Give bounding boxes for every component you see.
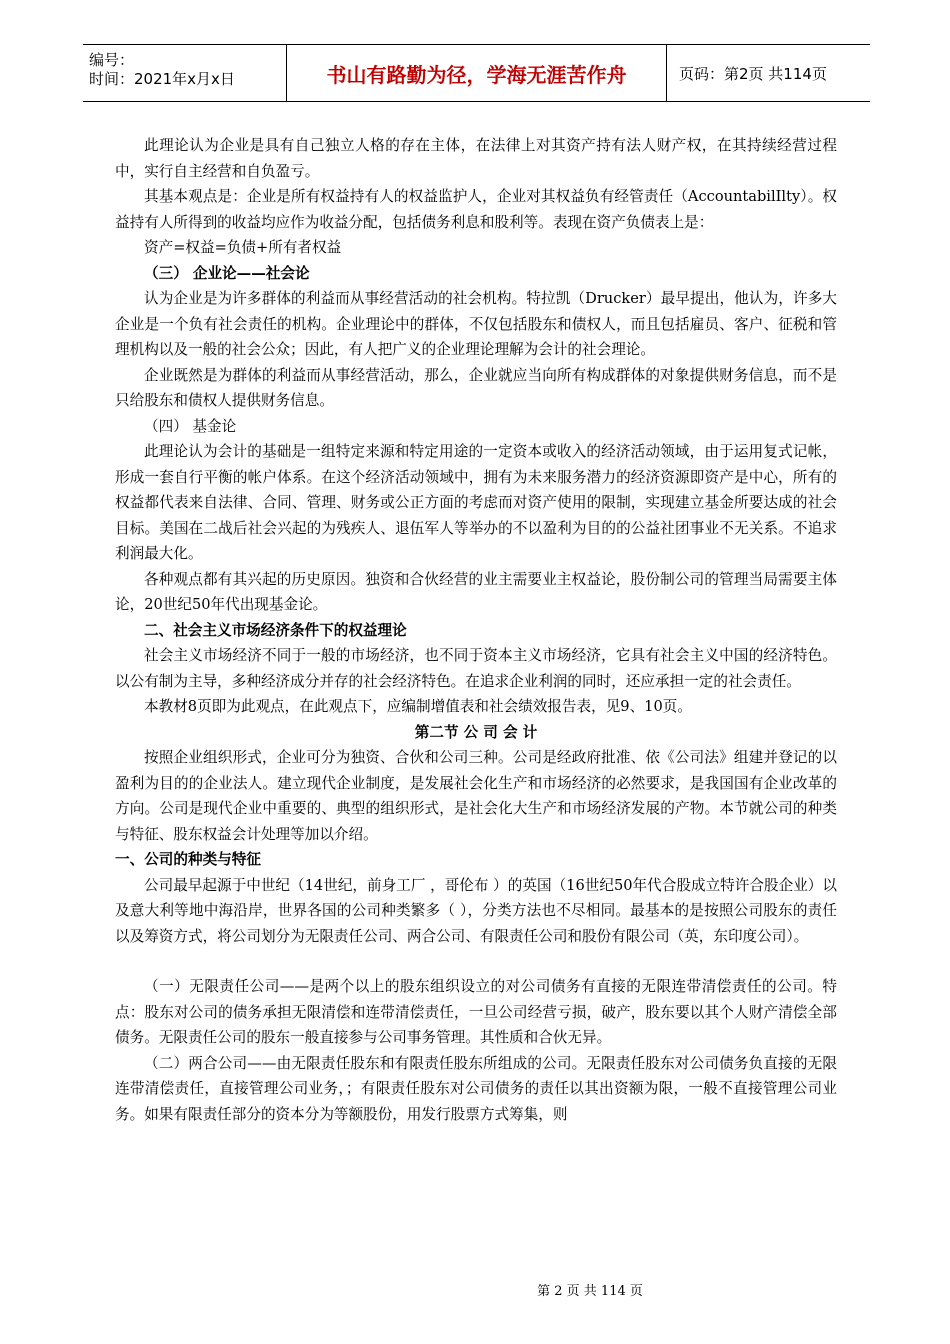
paragraph: （二）两合公司——由无限责任股东和有限责任股东所组成的公司。无限责任股东对公司债务负直接的无限连带清偿责任，直接管理公司业务，；有限责任股东对公司债务的责任以其出资额为限，一般不直接管理公司业务。如果有限责任部分的资本分为等额股份，用发行股票方式筹集，则 (115, 1054, 837, 1123)
paragraph: 按照企业组织形式，企业可分为独资、合伙和公司三种。公司是经政府批准、依《公司法》组建并登记的以盈利为目的的企业法人。建立现代企业制度，是发展社会化生产和市场经济的必然要求，是我国国有企业改革的方向。公司是现代企业中重要的、典型的组织形式，是社会化大生产和市场经济发展的产物。本节就公司的种类与特征、股东权益会计处理等加以介绍。 (115, 749, 837, 843)
number-label: 编号： (89, 51, 135, 69)
paragraph: 资产=权益=负债+所有者权益 (144, 239, 342, 256)
section-heading: （三） 企业论——社会论 (144, 264, 310, 282)
section-heading: 二、社会主义市场经济条件下的权益理论 (144, 621, 407, 639)
paragraph: 此理论认为会计的基础是一组特定来源和特定用途的一定资本或收入的经济活动领域，由于运用复式记帐，形成一套自行平衡的帐户体系。在这个经济活动领域中，拥有为未来服务潜力的经济资源即资产是中心，所有的权益都代表来自法律、合同、管理、财务或公正方面的考虑而对资产使用的限制，实现建立基金所要达成的社会目标。美国在二战后社会兴起的为残疾人、退伍军人等举办的不以盈利为目的的公益社团事业不无关系。不追求利润最大化。 (115, 443, 837, 562)
paragraph: 社会主义市场经济不同于一般的市场经济，也不同于资本主义市场经济，它具有社会主义中国的经济特色。以公有制为主导，多种经济成分并存的社会经济特色。在追求企业利润的同时，还应承担一定的社会责任。 (115, 647, 837, 690)
chapter-heading: 第二节 公 司 会 计 (414, 723, 538, 741)
blank-line (115, 949, 837, 974)
header-page-info: 页码：第2页 共114页 (679, 64, 827, 83)
page-footer: 第 2 页 共 114 页 (537, 1284, 643, 1299)
document-body (115, 133, 837, 1127)
section-heading: 一、公司的种类与特征 (115, 851, 261, 868)
paragraph: （一）无限责任公司——是两个以上的股东组织设立的对公司债务有直接的无限连带清偿责任的公司。特点：股东对公司的债务承担无限清偿和连带清偿责任，一旦公司经营亏损，破产，股东要以其个人财产清偿全部债务。无限责任公司的股东一般直接参与公司事务管理。其性质和合伙无异。 (115, 978, 837, 1046)
section-heading: （四） 基金论 (144, 417, 237, 435)
paragraph: 此理论认为企业是具有自己独立人格的存在主体，在法律上对其资产持有法人财产权，在其持续经营过程中，实行自主经营和自负盈亏。 (115, 137, 837, 180)
page-header (83, 44, 870, 102)
time-label: 时间：2021年x月x日 (89, 70, 235, 88)
paragraph: 其基本观点是：企业是所有权益持有人的权益监护人，企业对其权益负有经管责任（AccountabilIlty）。权益持有人所得到的收益均应作为收益分配，包括债务利息和股利等。表现在资产负债表上是： (115, 188, 837, 231)
paragraph: 各种观点都有其兴起的历史原因。独资和合伙经营的业主需要业主权益论，股份制公司的管理当局需要主体论，20世纪50年代出现基金论。 (115, 570, 837, 613)
header-motto: 书山有路勤为径，学海无涯苦作舟 (287, 45, 667, 101)
paragraph: 企业既然是为群体的利益而从事经营活动，那么，企业就应当向所有构成群体的对象提供财务信息，而不是只给股东和债权人提供财务信息。 (115, 366, 837, 409)
paragraph: 公司最早起源于中世纪（14世纪，前身工厂 ，哥伦布 ）的英国（16世纪50年代合股成立特许合股企业）以及意大利等地中海沿岸，世界各国的公司种类繁多（ ），分类方法也不尽相同。最基本的是按照公司股东的责任以及筹资方式，将公司划分为无限责任公司、两合公司、有限责任公司和股份有限公司（英，东印度公司）。 (115, 876, 837, 945)
paragraph: 本教材8页即为此观点，在此观点下，应编制增值表和社会绩效报告表，见9、10页。 (144, 698, 692, 715)
header-meta (83, 45, 287, 101)
paragraph: 认为企业是为许多群体的利益而从事经营活动的社会机构。特拉凯（Drucker）最早提出，他认为，许多大企业是一个负有社会责任的机构。企业理论中的群体，不仅包括股东和债权人，而且包括雇员、客户、征税和管理机构以及一般的社会公众；因此，有人把广义的企业理论理解为会计的社会理论。 (115, 290, 837, 358)
